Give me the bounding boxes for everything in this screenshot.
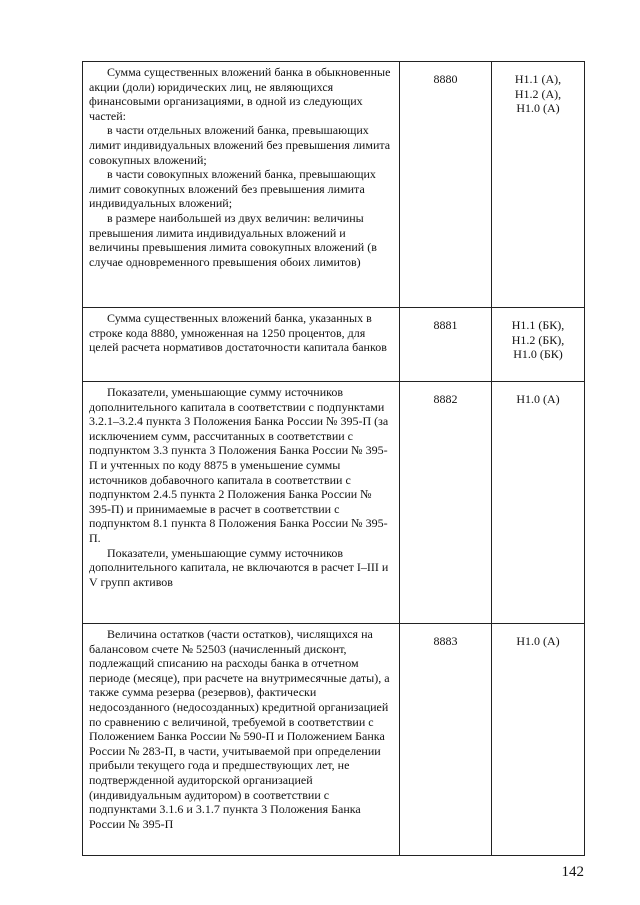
description-paragraph: Показатели, уменьшающие сумму источников дополнительного капитала, не включаются в расчет I–III и V групп активов	[89, 545, 389, 589]
norm-item: Н1.0 (БК)	[513, 347, 563, 362]
norm-item: Н1.0 (А)	[516, 392, 560, 406]
description-paragraph: Величина остатков (части остатков), числящихся на балансовом счете № 52503 (начисленный дисконт, подлежащий списанию на расходы банка в отчетном периоде (месяце), при расчете на внутримесячные даты), а также сумма резерва (резервов), фактически недосозданного (недосозданных) кредитной организацией по сравнению с величиной, требуемой в соответствии с Положением Банка России № 590-П и Положением Банка России № 283-П, в части, учитываемой при определении прибыли текущего года и предшествующих лет, не подтвержденной аудиторской организацией (индивидуальным аудитором) в соответствии с подпунктами 3.1.6 и 3.1.7 пункта 3 Положения Банка России № 395-П	[89, 627, 390, 831]
norm-item: Н1.0 (А)	[516, 634, 560, 648]
row-description	[83, 62, 400, 308]
norm-item: Н1.2 (БК),	[511, 332, 565, 347]
description-paragraph: в части отдельных вложений банка, превышающих лимит индивидуальных вложений без превышения лимита совокупных вложений;	[89, 123, 391, 167]
description-paragraph: Показатели, уменьшающие сумму источников дополнительного капитала в соответствии с подпунктами 3.2.1–3.2.4 пункта 3 Положения Банка России № 395-П (за исключением сумм, рассчитанных в соответствии с подпунктом 3.3 пункта 3 Положения Банка России № 395-П и учтенных по коду 8875 в уменьшение суммы источников добавочного капитала в соответствии с подпунктом 2.4.5 пункта 2 Положения Банка России № 395-П) и принимаемые в расчет в соответствии с подпунктом 8.1 пункта 8 Положения Банка России № 395-П.	[89, 385, 389, 545]
row-description	[83, 382, 400, 624]
row-code: 8881	[400, 308, 492, 382]
row-norms	[492, 308, 585, 382]
norm-item: Н1.0 (А)	[516, 101, 560, 116]
table-row	[83, 62, 585, 308]
table-row	[83, 624, 585, 856]
row-norms	[492, 62, 585, 308]
row-description	[83, 624, 400, 856]
row-code: 8880	[400, 62, 492, 308]
codes-table	[82, 61, 585, 856]
row-code: 8882	[400, 382, 492, 624]
row-description	[83, 308, 400, 382]
table-row	[83, 308, 585, 382]
table-row	[83, 382, 585, 624]
norm-item: Н1.2 (А),	[514, 86, 562, 101]
description-paragraph: Сумма существенных вложений банка, указанных в строке кода 8880, умноженная на 1250 процентов, для целей расчета нормативов достаточности капитала банков	[89, 311, 387, 355]
row-norms	[492, 624, 585, 856]
norm-item: Н1.1 (А),	[514, 72, 562, 86]
page-number: 142	[561, 864, 584, 880]
description-paragraph: Сумма существенных вложений банка в обыкновенные акции (доли) юридических лиц, не являющихся финансовыми организациями, в одной из следующих частей:	[89, 65, 391, 123]
description-paragraph: в части совокупных вложений банка, превышающих лимит совокупных вложений без превышения лимита индивидуальных вложений;	[89, 167, 376, 211]
row-code: 8883	[400, 624, 492, 856]
description-paragraph: в размере наибольшей из двух величин: величины превышения лимита индивидуальных вложений и величины превышения лимита совокупных вложений (в случае одновременного превышения обоих лимитов)	[89, 210, 377, 269]
norm-item: Н1.1 (БК),	[511, 318, 565, 332]
row-norms	[492, 382, 585, 624]
